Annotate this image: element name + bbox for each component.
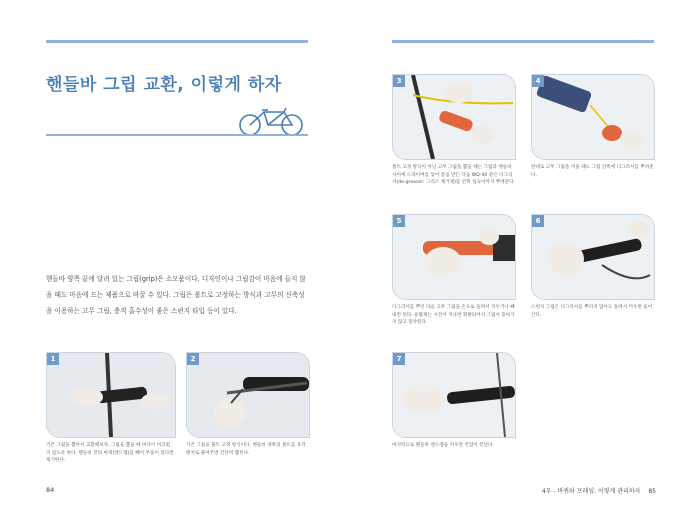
intro-paragraph: 핸들바 양쪽 끝에 달려 있는 그립(grip)은 소모품이다. 디자인이나 그립감이 마음에 들지 않을 때도 마음에 드는 제품으로 바꿀 수 있다. 그립은 볼트로 고정하는 방식과 고무의 신축성을 이용하는 고무 그립, 충격 흡수성이 좋은 스펀지 타입 등이 있다. [46, 275, 306, 315]
step-photo-6 [531, 214, 655, 300]
step-caption-5: 디그리서를 뿌린 다음 고무 그립을 손으로 돌려서 끼우거나 빼내면 된다. 윤활제는 시간이 지나면 휘발되어서 그립이 돌아가지 않고 밀착된다. [392, 305, 515, 326]
step-photo-3 [392, 74, 516, 160]
step-badge: 3 [393, 75, 405, 87]
step-photo-4 [531, 74, 655, 160]
footer-right [542, 486, 656, 495]
step-photo-5 [392, 214, 516, 300]
step-caption-7: 마지막으로 핸들바 엔드캡을 끼우면 작업이 끝난다. [392, 443, 494, 448]
step-caption-2: 기존 그립을 볼트 고정 방식이다. 핸들바 양쪽의 볼트를 육각렌치로 풀어주면 간단히 뽑힌다. [186, 443, 306, 456]
step-badge: 5 [393, 215, 405, 227]
bicycle-icon [236, 106, 308, 136]
top-rule-left [46, 40, 308, 43]
page-title: 핸들바 그립 교환, 이렇게 하자 [46, 75, 282, 95]
step-photo-7 [392, 352, 516, 438]
step-badge: 7 [393, 353, 405, 365]
step-badge: 2 [187, 353, 199, 365]
page-number-right: 85 [648, 488, 656, 495]
step-badge: 4 [532, 75, 544, 87]
step-badge: 6 [532, 215, 544, 227]
step-badge: 1 [47, 353, 59, 365]
footer-section-title: 4부 - 바퀴와 프레임, 이렇게 관리하자 [541, 488, 641, 495]
title-underline [46, 134, 308, 136]
top-rule-right [392, 40, 654, 43]
page-number-left: 84 [46, 486, 55, 494]
step-caption-6: 스펀지 그립은 디그리서를 뿌리지 않아도 돌려서 끼우면 들어간다. [531, 305, 653, 318]
step-caption-3: 볼트 고정 방식이 아닌 고무 그립을 뽑을 때는 그립과 핸들바 사이에 드라이버를 넣어 틈을 만든 다음 WD-40 같은 디그리서(de-greaser: 그리스 제거제)를 안쪽 깊숙이까지 뿌려준다. [392, 165, 515, 186]
step-caption-1: 기존 그립을 뽑아서 교환해보자. 그립을 뽑을 때 바닥이 미끄럽지 않도록 한다. 핸들바 끝의 마개(엔드캡)를 빼서 부품이 있다면 제거한다. [46, 443, 174, 464]
step-caption-4: 반대로 고무 그립을 끼울 때도 그립 안쪽에 디그리서를 뿌려준다. [531, 165, 654, 178]
step-photo-2 [186, 352, 310, 438]
step-photo-1 [46, 352, 176, 438]
